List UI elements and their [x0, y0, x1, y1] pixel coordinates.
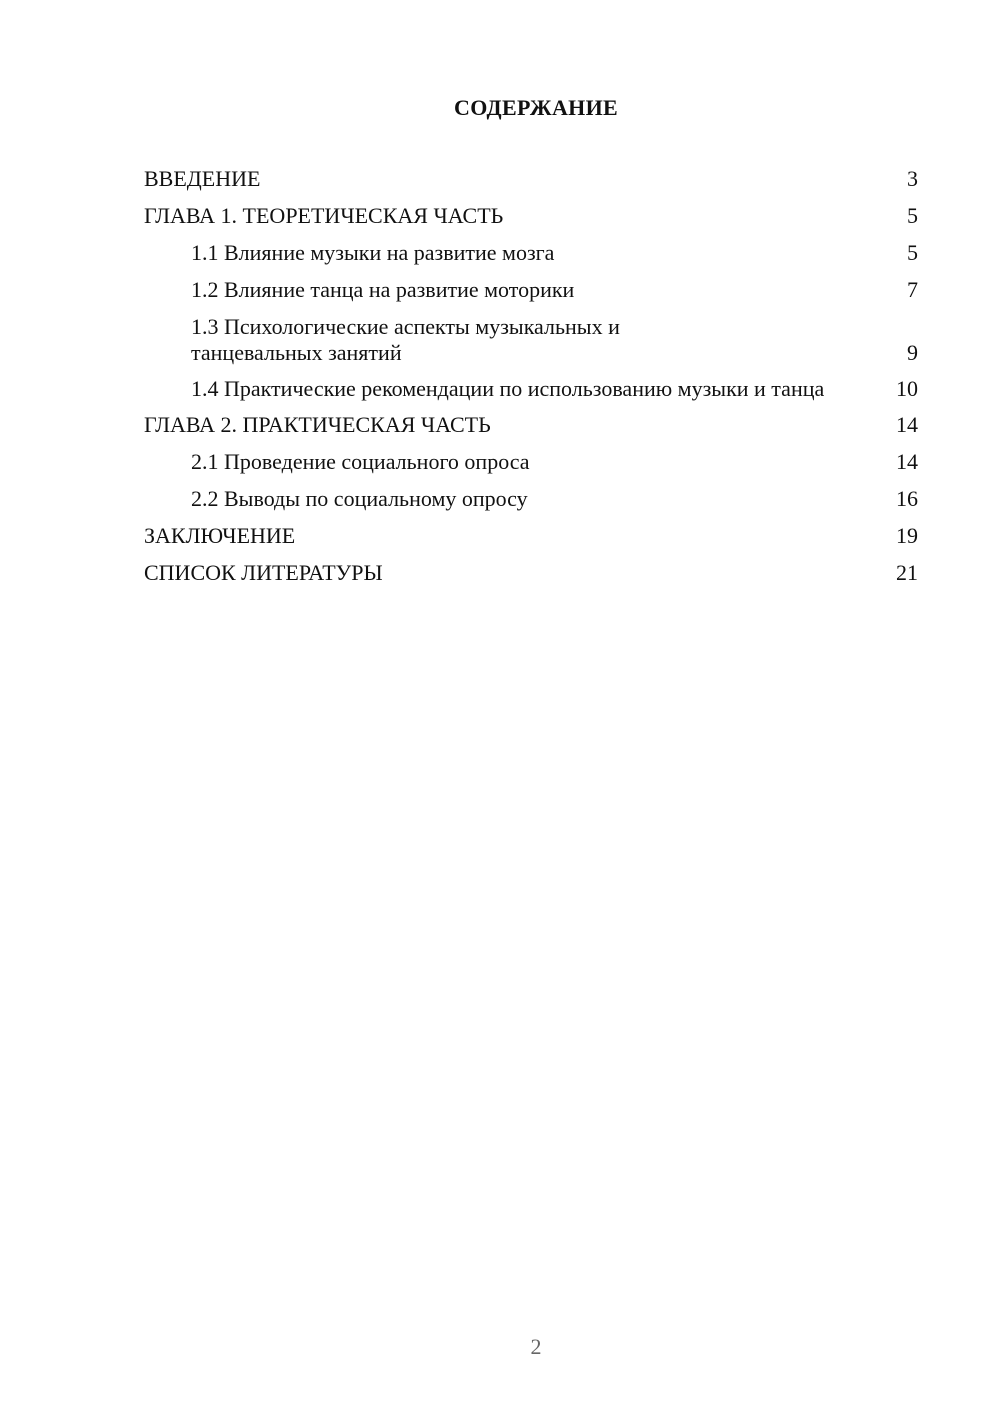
toc-entry-chapter-2[interactable]: [144, 412, 918, 438]
toc-entry-section-2-2[interactable]: [144, 486, 918, 512]
toc-entry-label: 1.1 Влияние музыки на развитие мозга: [191, 240, 555, 265]
table-of-contents: [144, 166, 918, 597]
toc-entry-bibliography[interactable]: [144, 560, 918, 586]
toc-entry-section-2-1[interactable]: [144, 449, 918, 475]
toc-entry-page: 3: [907, 166, 918, 191]
toc-entry-page: 5: [907, 240, 918, 265]
toc-entry-conclusion[interactable]: [144, 523, 918, 549]
toc-entry-page: 10: [896, 376, 918, 401]
toc-entry-section-1-4[interactable]: [144, 376, 918, 402]
toc-entry-label: СПИСОК ЛИТЕРАТУРЫ: [144, 560, 383, 585]
page-number: 2: [530, 1334, 542, 1359]
toc-entry-introduction[interactable]: [144, 166, 918, 192]
toc-entry-page: 7: [907, 277, 918, 302]
toc-entry-label: ВВЕДЕНИЕ: [144, 166, 261, 191]
toc-entry-page: 9: [907, 340, 918, 365]
toc-entry-label: 2.1 Проведение социального опроса: [191, 449, 530, 474]
toc-entry-page: 19: [896, 523, 918, 548]
toc-entry-label: ГЛАВА 2. ПРАКТИЧЕСКАЯ ЧАСТЬ: [144, 412, 491, 437]
toc-entry-label: 1.2 Влияние танца на развитие моторики: [191, 277, 575, 302]
toc-entry-page: 21: [896, 560, 918, 585]
toc-entry-page: 14: [896, 449, 918, 474]
toc-entry-label: 1.4 Практические рекомендации по использованию музыки и танца: [191, 376, 825, 401]
toc-entry-page: 5: [907, 203, 918, 228]
toc-entry-section-1-3[interactable]: [144, 314, 918, 366]
toc-entry-section-1-2[interactable]: [144, 277, 918, 303]
toc-entry-label: 1.3 Психологические аспекты музыкальных и танцевальных занятий: [191, 314, 620, 365]
toc-entry-page: 14: [896, 412, 918, 437]
toc-entry-section-1-1[interactable]: [144, 240, 918, 266]
toc-entry-label: ЗАКЛЮЧЕНИЕ: [144, 523, 296, 548]
toc-title: СОДЕРЖАНИЕ: [454, 95, 618, 120]
toc-entry-chapter-1[interactable]: [144, 203, 918, 229]
toc-entry-label: 2.2 Выводы по социальному опросу: [191, 486, 528, 511]
toc-entry-label: ГЛАВА 1. ТЕОРЕТИЧЕСКАЯ ЧАСТЬ: [144, 203, 504, 228]
toc-entry-page: 16: [896, 486, 918, 511]
